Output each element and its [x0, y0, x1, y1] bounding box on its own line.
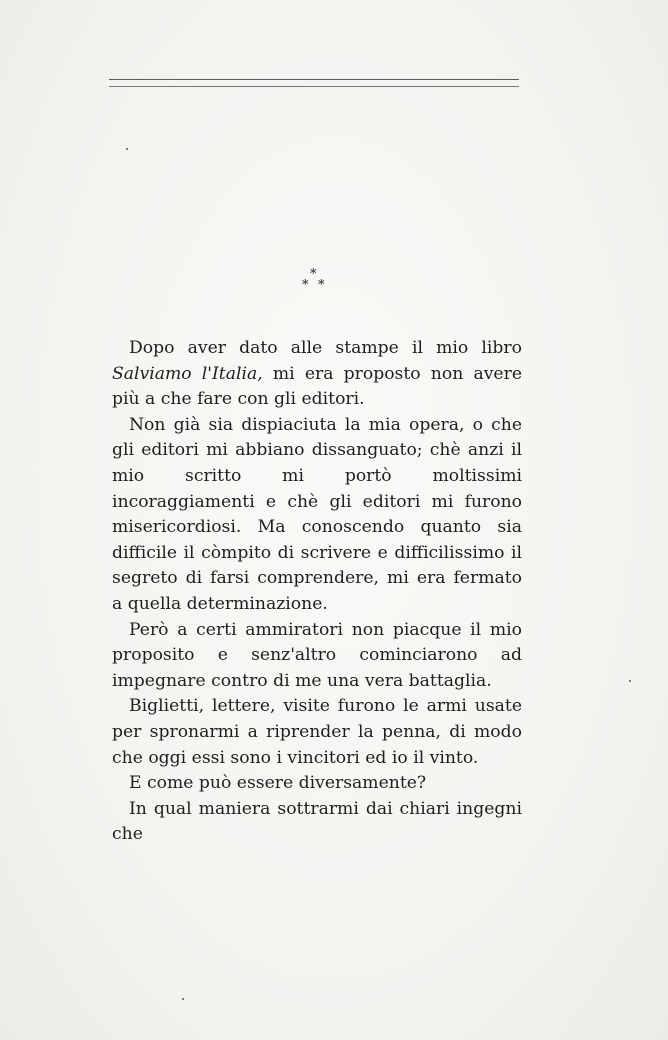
paragraph-1-lead: Dopo aver dato alle stampe il mio libro [129, 338, 522, 358]
print-speck [175, 86, 176, 87]
paragraph-1 [112, 336, 522, 413]
paragraph-2 [112, 413, 522, 618]
paragraph-6 [112, 797, 522, 848]
asterism-star-right: * [318, 278, 325, 293]
paragraph-5 [112, 771, 522, 797]
paragraph-4-text: Biglietti, lettere, visite furono le armi usate per spronarmi a riprender la penna, di modo che oggi essi sono i vincitori ed io il vinto. [112, 696, 522, 768]
body-text [112, 336, 522, 848]
header-rule-top [109, 79, 519, 80]
paragraph-1-tail: mi era proposto non avere più a che fare con gli editori. [112, 363, 522, 410]
paragraph-3 [112, 618, 522, 695]
paragraph-6-text: In qual maniera sottrarmi dai chiari ingegni che [112, 798, 522, 845]
asterism-star-top: * [310, 267, 317, 282]
paragraph-3-text: Però a certi ammiratori non piacque il mio proposito e senz'altro cominciarono ad impegnare contro di me una vera battaglia. [112, 619, 522, 691]
paragraph-2-text: Non già sia dispiaciuta la mia opera, o che gli editori mi abbiano dissanguato; chè anzi il mio scritto mi portò moltissimi incoraggiamenti e chè gli editori mi furono misericordiosi. Ma conoscendo quanto sia difficile il còmpito di scrivere e difficilissimo il segreto di farsi comprendere, mi era fermato a quella determinazione. [112, 414, 522, 614]
paragraph-4 [112, 694, 522, 771]
print-speck [126, 148, 128, 150]
asterism-star-left: * [302, 278, 309, 293]
asterism-ornament [294, 266, 334, 294]
print-speck [182, 998, 184, 1000]
header-rule-bottom [109, 86, 519, 87]
paragraph-5-text: E come può essere diversamente? [129, 773, 427, 794]
print-speck [629, 680, 631, 682]
book-title-italic: Salviamo l'Italia, [112, 363, 263, 384]
